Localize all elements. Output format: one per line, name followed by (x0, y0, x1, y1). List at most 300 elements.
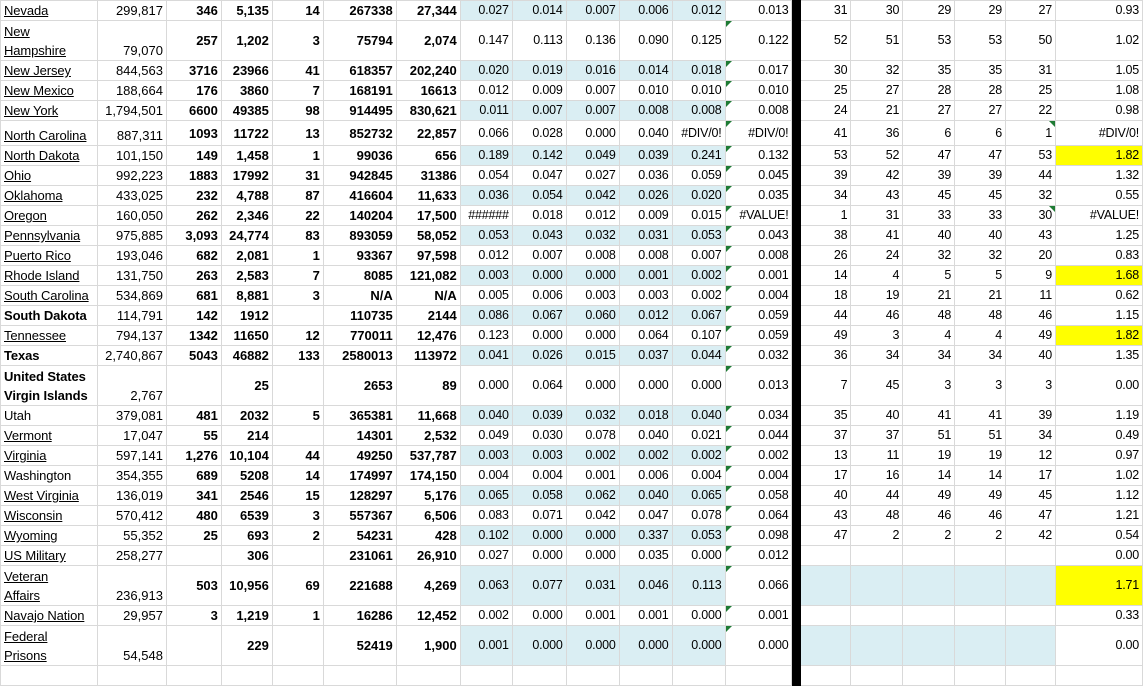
cell-jurisdiction[interactable] (1, 366, 98, 406)
cell-col-5[interactable] (272, 206, 323, 226)
cell-col-2[interactable] (97, 446, 166, 466)
cell-col-6[interactable] (323, 306, 396, 326)
cell-col-19[interactable] (1055, 566, 1142, 606)
cell-col-5[interactable] (272, 326, 323, 346)
cell-col-3[interactable] (166, 101, 221, 121)
cell-col-17[interactable] (955, 306, 1006, 326)
cell-col-2[interactable] (97, 426, 166, 446)
cell-col-8[interactable] (460, 266, 512, 286)
cell-col-2[interactable] (97, 21, 166, 61)
cell-col-16[interactable] (903, 206, 955, 226)
cell-col-8[interactable] (460, 326, 512, 346)
cell-col-11[interactable] (619, 546, 672, 566)
cell-col-10[interactable] (566, 486, 619, 506)
cell-col-15[interactable] (851, 186, 903, 206)
cell-col-10[interactable] (566, 426, 619, 446)
jurisdiction-link[interactable]: New Jersey (4, 63, 71, 78)
cell-col-2[interactable] (97, 406, 166, 426)
cell-col-8[interactable] (460, 146, 512, 166)
cell-jurisdiction[interactable] (1, 146, 98, 166)
cell-col-13[interactable] (725, 366, 792, 406)
cell-jurisdiction[interactable] (1, 1, 98, 21)
cell-col-9[interactable] (512, 506, 566, 526)
cell-col-15[interactable] (851, 1, 903, 21)
cell-col-2[interactable] (97, 526, 166, 546)
cell-col-8[interactable] (460, 166, 512, 186)
error-indicator-icon[interactable] (726, 366, 732, 372)
cell-col-19[interactable] (1055, 146, 1142, 166)
cell-col-18[interactable] (1006, 606, 1056, 626)
error-indicator-icon[interactable] (726, 286, 732, 292)
cell-col-3[interactable] (166, 246, 221, 266)
cell-col-17[interactable] (955, 426, 1006, 446)
cell-col-16[interactable] (903, 226, 955, 246)
cell-col-19[interactable] (1055, 346, 1142, 366)
cell-col-4[interactable] (221, 566, 272, 606)
cell-col-6[interactable] (323, 566, 396, 606)
cell-col-16[interactable] (903, 146, 955, 166)
empty-cell[interactable] (512, 666, 566, 686)
cell-col-14[interactable] (801, 21, 851, 61)
cell-col-17[interactable] (955, 446, 1006, 466)
cell-col-12[interactable] (672, 326, 725, 346)
cell-col-14[interactable] (801, 346, 851, 366)
cell-col-10[interactable] (566, 446, 619, 466)
cell-col-2[interactable] (97, 121, 166, 146)
cell-col-8[interactable] (460, 606, 512, 626)
cell-col-16[interactable] (903, 566, 955, 606)
cell-col-8[interactable] (460, 21, 512, 61)
cell-col-3[interactable] (166, 121, 221, 146)
cell-col-3[interactable] (166, 306, 221, 326)
cell-col-6[interactable] (323, 121, 396, 146)
empty-cell[interactable] (801, 666, 851, 686)
jurisdiction-link[interactable]: New Hampshire (4, 24, 66, 58)
cell-col-8[interactable] (460, 246, 512, 266)
cell-col-7[interactable] (396, 526, 460, 546)
cell-col-2[interactable] (97, 206, 166, 226)
cell-col-7[interactable] (396, 366, 460, 406)
cell-col-15[interactable] (851, 101, 903, 121)
cell-col-16[interactable] (903, 426, 955, 446)
cell-col-12[interactable] (672, 81, 725, 101)
cell-col-13[interactable] (725, 61, 792, 81)
cell-col-12[interactable] (672, 206, 725, 226)
cell-col-9[interactable] (512, 266, 566, 286)
cell-jurisdiction[interactable] (1, 626, 98, 666)
cell-col-2[interactable] (97, 246, 166, 266)
cell-col-17[interactable] (955, 406, 1006, 426)
empty-cell[interactable] (903, 666, 955, 686)
cell-col-11[interactable] (619, 61, 672, 81)
cell-col-11[interactable] (619, 166, 672, 186)
cell-col-17[interactable] (955, 466, 1006, 486)
error-indicator-icon[interactable] (726, 626, 732, 632)
cell-col-10[interactable] (566, 266, 619, 286)
cell-col-13[interactable] (725, 166, 792, 186)
cell-col-4[interactable] (221, 286, 272, 306)
cell-col-3[interactable] (166, 286, 221, 306)
cell-col-11[interactable] (619, 506, 672, 526)
cell-col-11[interactable] (619, 186, 672, 206)
jurisdiction-link[interactable]: Vermont (4, 428, 52, 443)
empty-cell[interactable] (221, 666, 272, 686)
cell-col-9[interactable] (512, 61, 566, 81)
cell-col-17[interactable] (955, 286, 1006, 306)
cell-col-4[interactable] (221, 626, 272, 666)
cell-col-16[interactable] (903, 61, 955, 81)
error-indicator-icon[interactable] (726, 506, 732, 512)
cell-col-7[interactable] (396, 166, 460, 186)
cell-jurisdiction[interactable] (1, 226, 98, 246)
jurisdiction-link[interactable]: Puerto Rico (4, 248, 71, 263)
cell-col-13[interactable] (725, 81, 792, 101)
cell-col-2[interactable] (97, 286, 166, 306)
cell-col-13[interactable] (725, 466, 792, 486)
cell-col-12[interactable] (672, 286, 725, 306)
cell-col-16[interactable] (903, 346, 955, 366)
empty-cell[interactable] (851, 666, 903, 686)
cell-col-14[interactable] (801, 166, 851, 186)
cell-col-7[interactable] (396, 286, 460, 306)
cell-col-15[interactable] (851, 566, 903, 606)
cell-col-16[interactable] (903, 486, 955, 506)
cell-col-7[interactable] (396, 506, 460, 526)
cell-col-11[interactable] (619, 1, 672, 21)
cell-col-7[interactable] (396, 406, 460, 426)
cell-col-4[interactable] (221, 446, 272, 466)
cell-col-8[interactable] (460, 286, 512, 306)
cell-col-9[interactable] (512, 21, 566, 61)
cell-col-14[interactable] (801, 1, 851, 21)
cell-col-7[interactable] (396, 606, 460, 626)
cell-col-19[interactable] (1055, 81, 1142, 101)
cell-col-10[interactable] (566, 206, 619, 226)
cell-jurisdiction[interactable] (1, 566, 98, 606)
cell-col-17[interactable] (955, 486, 1006, 506)
cell-col-18[interactable] (1006, 266, 1056, 286)
cell-col-17[interactable] (955, 626, 1006, 666)
cell-col-15[interactable] (851, 61, 903, 81)
cell-col-12[interactable] (672, 226, 725, 246)
cell-col-14[interactable] (801, 146, 851, 166)
cell-col-19[interactable] (1055, 101, 1142, 121)
error-indicator-icon[interactable] (726, 121, 732, 127)
cell-col-11[interactable] (619, 226, 672, 246)
error-indicator-icon[interactable] (726, 21, 732, 27)
cell-col-18[interactable] (1006, 626, 1056, 666)
cell-col-3[interactable] (166, 566, 221, 606)
cell-col-12[interactable] (672, 346, 725, 366)
cell-col-19[interactable] (1055, 626, 1142, 666)
cell-col-8[interactable] (460, 1, 512, 21)
cell-col-17[interactable] (955, 566, 1006, 606)
cell-col-6[interactable] (323, 166, 396, 186)
cell-col-3[interactable] (166, 526, 221, 546)
cell-col-19[interactable] (1055, 186, 1142, 206)
cell-col-5[interactable] (272, 101, 323, 121)
cell-col-12[interactable] (672, 486, 725, 506)
cell-col-18[interactable] (1006, 166, 1056, 186)
cell-col-13[interactable] (725, 101, 792, 121)
cell-col-10[interactable] (566, 146, 619, 166)
cell-col-12[interactable] (672, 21, 725, 61)
cell-col-12[interactable] (672, 121, 725, 146)
cell-col-18[interactable] (1006, 206, 1056, 226)
cell-col-4[interactable] (221, 246, 272, 266)
cell-jurisdiction[interactable] (1, 186, 98, 206)
cell-col-5[interactable] (272, 286, 323, 306)
cell-col-19[interactable] (1055, 526, 1142, 546)
cell-col-15[interactable] (851, 466, 903, 486)
cell-col-3[interactable] (166, 366, 221, 406)
cell-col-17[interactable] (955, 21, 1006, 61)
cell-col-15[interactable] (851, 366, 903, 406)
cell-jurisdiction[interactable] (1, 206, 98, 226)
cell-col-10[interactable] (566, 466, 619, 486)
cell-col-12[interactable] (672, 186, 725, 206)
cell-col-8[interactable] (460, 121, 512, 146)
cell-col-7[interactable] (396, 266, 460, 286)
jurisdiction-link[interactable]: South Carolina (4, 288, 89, 303)
jurisdiction-link[interactable]: Virginia (4, 448, 47, 463)
cell-col-14[interactable] (801, 61, 851, 81)
cell-col-6[interactable] (323, 186, 396, 206)
cell-col-7[interactable] (396, 446, 460, 466)
cell-col-19[interactable] (1055, 206, 1142, 226)
cell-col-4[interactable] (221, 226, 272, 246)
cell-col-11[interactable] (619, 286, 672, 306)
cell-col-3[interactable] (166, 226, 221, 246)
cell-col-4[interactable] (221, 21, 272, 61)
cell-col-3[interactable] (166, 406, 221, 426)
cell-col-6[interactable] (323, 346, 396, 366)
cell-col-14[interactable] (801, 266, 851, 286)
cell-col-7[interactable] (396, 21, 460, 61)
error-indicator-icon[interactable] (726, 246, 732, 252)
cell-col-2[interactable] (97, 486, 166, 506)
cell-col-18[interactable] (1006, 226, 1056, 246)
error-indicator-icon[interactable] (726, 346, 732, 352)
error-indicator-icon[interactable] (1049, 121, 1055, 127)
cell-col-8[interactable] (460, 426, 512, 446)
cell-col-18[interactable] (1006, 506, 1056, 526)
cell-col-5[interactable] (272, 566, 323, 606)
cell-col-11[interactable] (619, 466, 672, 486)
empty-cell[interactable] (566, 666, 619, 686)
cell-jurisdiction[interactable] (1, 506, 98, 526)
cell-jurisdiction[interactable] (1, 286, 98, 306)
cell-col-10[interactable] (566, 326, 619, 346)
cell-col-18[interactable] (1006, 61, 1056, 81)
cell-col-9[interactable] (512, 566, 566, 606)
jurisdiction-link[interactable]: Nevada (4, 3, 49, 18)
cell-col-15[interactable] (851, 166, 903, 186)
cell-col-4[interactable] (221, 266, 272, 286)
cell-col-5[interactable] (272, 61, 323, 81)
cell-col-2[interactable] (97, 186, 166, 206)
error-indicator-icon[interactable] (726, 61, 732, 67)
cell-col-10[interactable] (566, 121, 619, 146)
cell-col-5[interactable] (272, 226, 323, 246)
cell-col-10[interactable] (566, 506, 619, 526)
cell-col-8[interactable] (460, 346, 512, 366)
cell-col-9[interactable] (512, 526, 566, 546)
error-indicator-icon[interactable] (726, 406, 732, 412)
cell-col-16[interactable] (903, 626, 955, 666)
cell-col-9[interactable] (512, 206, 566, 226)
cell-col-18[interactable] (1006, 366, 1056, 406)
cell-col-14[interactable] (801, 121, 851, 146)
cell-col-3[interactable] (166, 506, 221, 526)
cell-col-10[interactable] (566, 546, 619, 566)
cell-col-14[interactable] (801, 101, 851, 121)
cell-col-2[interactable] (97, 101, 166, 121)
cell-col-12[interactable] (672, 446, 725, 466)
cell-col-9[interactable] (512, 366, 566, 406)
cell-col-14[interactable] (801, 466, 851, 486)
cell-col-11[interactable] (619, 101, 672, 121)
cell-col-11[interactable] (619, 246, 672, 266)
cell-col-11[interactable] (619, 121, 672, 146)
cell-col-15[interactable] (851, 606, 903, 626)
cell-col-4[interactable] (221, 486, 272, 506)
cell-col-6[interactable] (323, 206, 396, 226)
cell-col-9[interactable] (512, 486, 566, 506)
cell-col-13[interactable] (725, 406, 792, 426)
cell-col-8[interactable] (460, 526, 512, 546)
cell-col-10[interactable] (566, 226, 619, 246)
cell-col-12[interactable] (672, 546, 725, 566)
error-indicator-icon[interactable] (726, 81, 732, 87)
cell-col-13[interactable] (725, 606, 792, 626)
cell-col-14[interactable] (801, 506, 851, 526)
cell-col-18[interactable] (1006, 186, 1056, 206)
jurisdiction-link[interactable]: US Military (4, 548, 66, 563)
cell-col-9[interactable] (512, 606, 566, 626)
cell-col-9[interactable] (512, 426, 566, 446)
cell-jurisdiction[interactable] (1, 121, 98, 146)
cell-col-10[interactable] (566, 626, 619, 666)
cell-col-19[interactable] (1055, 486, 1142, 506)
cell-col-4[interactable] (221, 526, 272, 546)
cell-col-3[interactable] (166, 206, 221, 226)
cell-col-12[interactable] (672, 1, 725, 21)
cell-col-6[interactable] (323, 406, 396, 426)
cell-col-13[interactable] (725, 1, 792, 21)
cell-col-5[interactable] (272, 1, 323, 21)
cell-col-8[interactable] (460, 566, 512, 606)
cell-col-14[interactable] (801, 366, 851, 406)
cell-col-5[interactable] (272, 626, 323, 666)
error-indicator-icon[interactable] (726, 326, 732, 332)
empty-cell[interactable] (672, 666, 725, 686)
jurisdiction-link[interactable]: North Dakota (4, 148, 80, 163)
jurisdiction-link[interactable]: Navajo Nation (4, 608, 85, 623)
cell-col-3[interactable] (166, 61, 221, 81)
cell-col-4[interactable] (221, 1, 272, 21)
cell-col-19[interactable] (1055, 61, 1142, 81)
cell-col-17[interactable] (955, 1, 1006, 21)
error-indicator-icon[interactable] (726, 146, 732, 152)
cell-col-14[interactable] (801, 426, 851, 446)
cell-col-5[interactable] (272, 306, 323, 326)
cell-col-18[interactable] (1006, 246, 1056, 266)
cell-col-2[interactable] (97, 626, 166, 666)
cell-col-5[interactable] (272, 366, 323, 406)
cell-col-14[interactable] (801, 226, 851, 246)
cell-col-7[interactable] (396, 1, 460, 21)
cell-col-9[interactable] (512, 626, 566, 666)
cell-col-19[interactable] (1055, 406, 1142, 426)
cell-col-5[interactable] (272, 21, 323, 61)
cell-col-5[interactable] (272, 466, 323, 486)
cell-col-10[interactable] (566, 21, 619, 61)
cell-col-5[interactable] (272, 346, 323, 366)
cell-jurisdiction[interactable] (1, 446, 98, 466)
cell-col-7[interactable] (396, 546, 460, 566)
cell-col-2[interactable] (97, 81, 166, 101)
cell-col-5[interactable] (272, 186, 323, 206)
cell-col-4[interactable] (221, 406, 272, 426)
cell-col-6[interactable] (323, 1, 396, 21)
cell-col-16[interactable] (903, 1, 955, 21)
cell-col-4[interactable] (221, 466, 272, 486)
cell-col-5[interactable] (272, 146, 323, 166)
cell-col-3[interactable] (166, 21, 221, 61)
cell-col-9[interactable] (512, 326, 566, 346)
empty-cell[interactable] (955, 666, 1006, 686)
cell-col-6[interactable] (323, 546, 396, 566)
cell-col-2[interactable] (97, 546, 166, 566)
empty-cell[interactable] (1, 666, 98, 686)
cell-col-3[interactable] (166, 326, 221, 346)
empty-cell[interactable] (323, 666, 396, 686)
cell-col-4[interactable] (221, 186, 272, 206)
cell-col-9[interactable] (512, 101, 566, 121)
cell-col-13[interactable] (725, 246, 792, 266)
cell-col-12[interactable] (672, 366, 725, 406)
empty-cell[interactable] (725, 666, 792, 686)
error-indicator-icon[interactable] (726, 566, 732, 572)
cell-col-5[interactable] (272, 81, 323, 101)
cell-col-15[interactable] (851, 266, 903, 286)
cell-col-11[interactable] (619, 606, 672, 626)
error-indicator-icon[interactable] (726, 426, 732, 432)
cell-col-17[interactable] (955, 506, 1006, 526)
cell-col-2[interactable] (97, 506, 166, 526)
cell-col-14[interactable] (801, 486, 851, 506)
cell-col-17[interactable] (955, 101, 1006, 121)
cell-col-13[interactable] (725, 486, 792, 506)
cell-col-19[interactable] (1055, 326, 1142, 346)
cell-col-8[interactable] (460, 506, 512, 526)
empty-cell[interactable] (396, 666, 460, 686)
cell-col-7[interactable] (396, 346, 460, 366)
cell-col-6[interactable] (323, 286, 396, 306)
cell-col-2[interactable] (97, 566, 166, 606)
cell-col-19[interactable] (1055, 121, 1142, 146)
cell-col-11[interactable] (619, 566, 672, 606)
error-indicator-icon[interactable] (726, 546, 732, 552)
cell-col-3[interactable] (166, 546, 221, 566)
cell-col-6[interactable] (323, 326, 396, 346)
cell-col-5[interactable] (272, 266, 323, 286)
cell-col-13[interactable] (725, 121, 792, 146)
cell-col-13[interactable] (725, 546, 792, 566)
cell-col-4[interactable] (221, 306, 272, 326)
cell-col-4[interactable] (221, 506, 272, 526)
